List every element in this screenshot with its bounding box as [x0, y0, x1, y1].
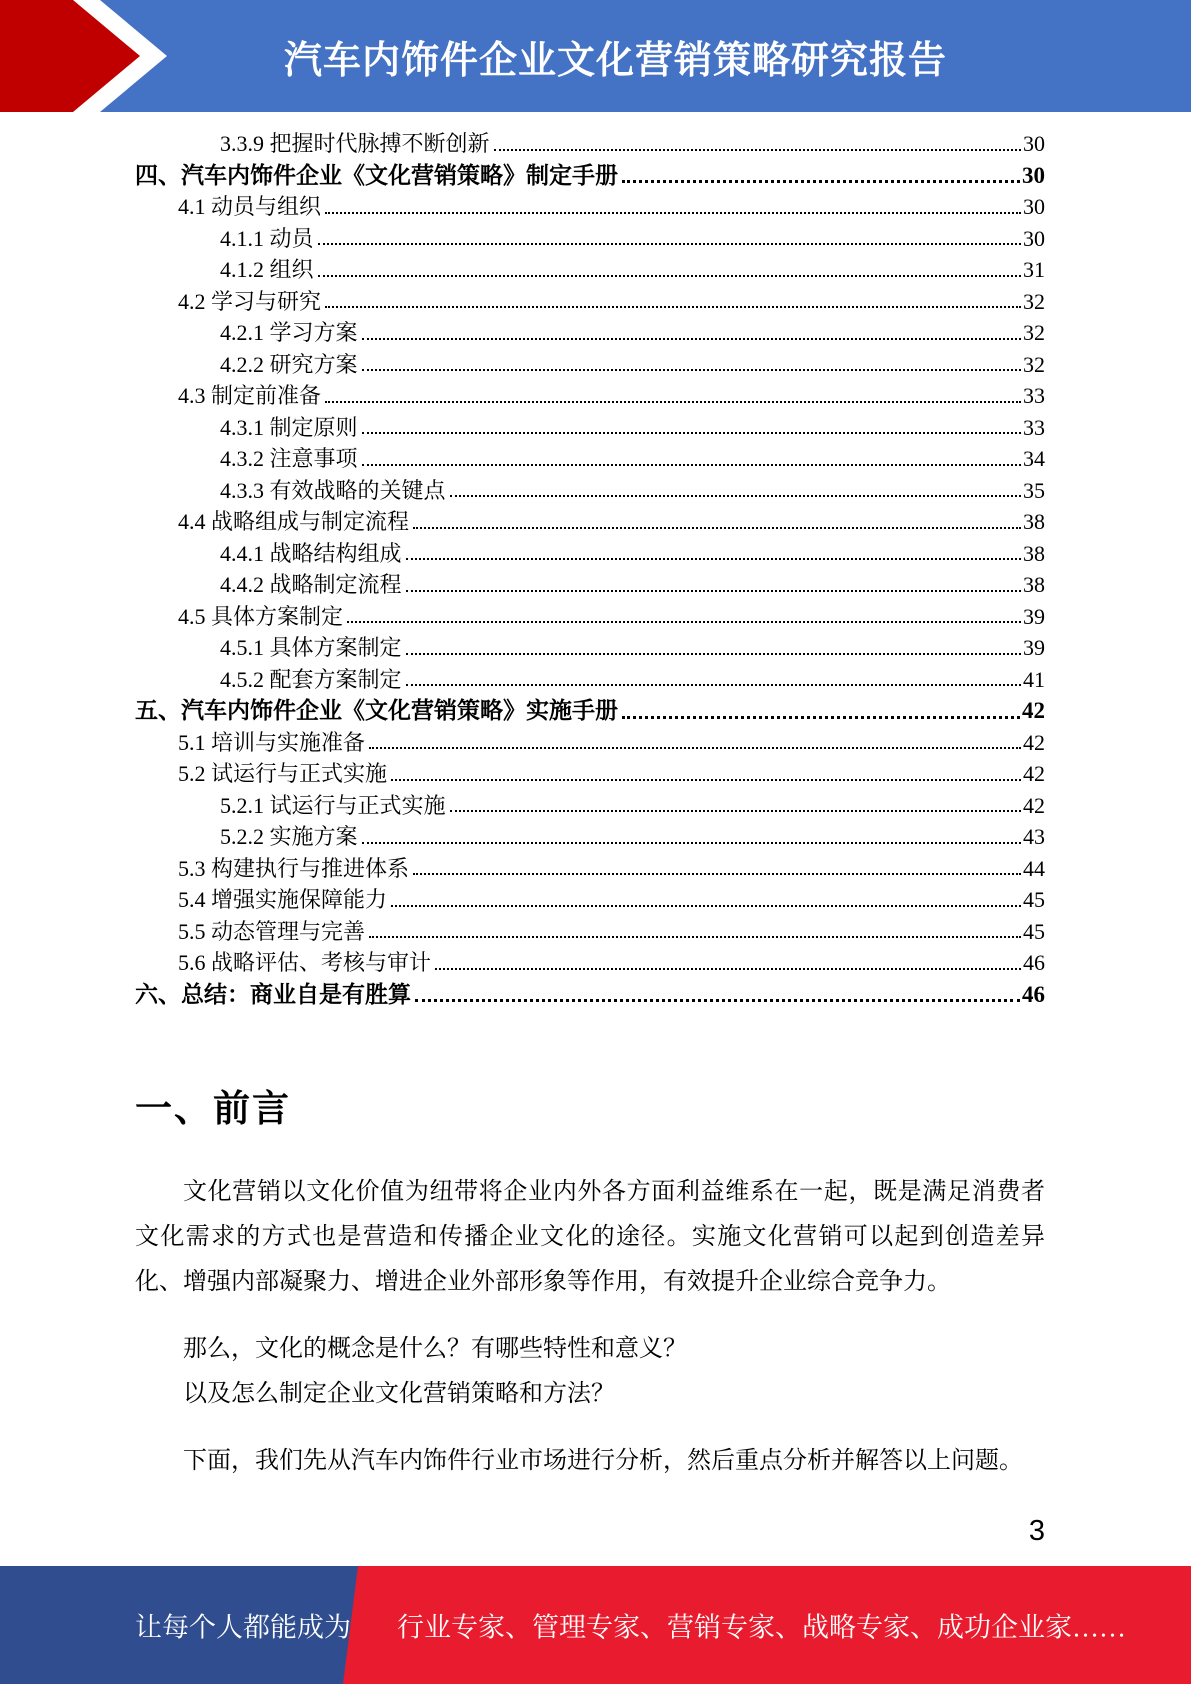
- toc-page-number: 39: [1023, 635, 1045, 660]
- toc-page-number: 30: [1023, 194, 1045, 219]
- footer-band: [0, 1566, 1191, 1684]
- toc-page-number: 42: [1023, 729, 1045, 755]
- toc-entry[interactable]: [135, 853, 1045, 885]
- toc-entry-label: 5.5 动态管理与完善: [178, 918, 366, 944]
- toc-page-number: 42: [1022, 698, 1045, 723]
- toc-leader-dots: [325, 212, 1021, 214]
- toc-entry-label: 4.3 制定前准备: [178, 383, 322, 408]
- toc-leader-dots: [622, 716, 1020, 719]
- toc-leader-dots: [406, 684, 1021, 686]
- toc-entry-label: 四、汽车内饰件企业《文化营销策略》制定手册: [135, 162, 618, 188]
- toc-entry[interactable]: [135, 569, 1045, 601]
- toc-page-number: 34: [1023, 446, 1045, 471]
- toc-leader-dots: [318, 243, 1021, 245]
- toc-entry[interactable]: [135, 632, 1045, 664]
- toc-entry[interactable]: [135, 254, 1045, 286]
- toc-entry-label: 4.1.1 动员: [220, 225, 314, 251]
- toc-page-number: 41: [1023, 666, 1045, 692]
- toc-entry-label: 4.3.2 注意事项: [220, 446, 358, 471]
- toc-entry-label: 五、汽车内饰件企业《文化营销策略》实施手册: [135, 698, 618, 723]
- toc-entry[interactable]: [135, 191, 1045, 223]
- toc-entry-label: 4.4 战略组成与制定流程: [178, 509, 410, 534]
- toc-entry-label: 5.4 增强实施保障能力: [178, 887, 388, 912]
- toc-page-number: 33: [1023, 383, 1045, 408]
- toc-entry[interactable]: [135, 286, 1045, 318]
- toc-page-number: 30: [1022, 162, 1045, 188]
- toc-entry-label: 4.2.1 学习方案: [220, 320, 358, 345]
- toc-page-number: 38: [1023, 540, 1045, 566]
- toc-entry-label: 5.6 战略评估、考核与审计: [178, 950, 432, 975]
- footer-slogan-right: 行业专家、管理专家、营销专家、战略专家、成功企业家……: [397, 1612, 1126, 1643]
- footer-slogan-left: 让每个人都能成为: [135, 1612, 351, 1643]
- toc-entry[interactable]: [135, 695, 1045, 727]
- report-title: 汽车内饰件企业文化营销策略研究报告: [283, 39, 947, 82]
- header-bar: [0, 0, 1191, 112]
- toc-entry[interactable]: [135, 128, 1045, 160]
- toc-entry-label: 5.2.1 试运行与正式实施: [220, 792, 446, 818]
- toc-page-number: 44: [1023, 855, 1045, 881]
- toc-leader-dots: [406, 653, 1021, 655]
- toc-leader-dots: [413, 873, 1021, 875]
- toc-entry[interactable]: [135, 727, 1045, 759]
- toc-leader-dots: [362, 338, 1021, 340]
- toc-page-number: 43: [1023, 824, 1045, 849]
- toc-leader-dots: [406, 590, 1021, 592]
- toc-list: [135, 128, 1045, 1010]
- toc-entry[interactable]: [135, 916, 1045, 948]
- toc-page-number: 38: [1023, 509, 1045, 534]
- toc-leader-dots: [391, 779, 1021, 781]
- toc-page-number: 45: [1023, 918, 1045, 944]
- toc-entry[interactable]: [135, 475, 1045, 507]
- toc-leader-dots: [325, 401, 1021, 403]
- toc-entry-label: 3.3.9 把握时代脉搏不断创新: [220, 131, 490, 156]
- toc-entry-label: 4.5.1 具体方案制定: [220, 635, 402, 660]
- toc-entry-label: 5.2.2 实施方案: [220, 824, 358, 849]
- toc-leader-dots: [415, 999, 1020, 1002]
- toc-page-number: 42: [1023, 761, 1045, 786]
- toc-leader-dots: [406, 558, 1021, 560]
- toc-entry[interactable]: [135, 884, 1045, 916]
- intro-paragraph: 文化营销以文化价值为纽带将企业内外各方面利益维系在一起，既是满足消费者文化需求的方式也是营造和传播企业文化的途径。实施文化营销可以起到创造差异化、增强内部凝聚力、增进企业外部形象等作用，有效提升企业综合竞争力。: [135, 1179, 1045, 1295]
- toc-entry-label: 5.3 构建执行与推进体系: [178, 855, 410, 881]
- toc-page-number: 30: [1023, 131, 1045, 156]
- toc-entry[interactable]: [135, 790, 1045, 822]
- toc-entry-label: 4.5 具体方案制定: [178, 603, 344, 629]
- page-number: 3: [1028, 1515, 1045, 1547]
- closing-paragraph: 下面，我们先从汽车内饰件行业市场进行分析，然后重点分析并解答以上问题。: [183, 1448, 1023, 1474]
- toc-page-number: 30: [1023, 225, 1045, 251]
- toc-entry-label: 4.2.2 研究方案: [220, 351, 358, 377]
- toc-entry-label: 5.1 培训与实施准备: [178, 729, 366, 755]
- toc-leader-dots: [369, 747, 1021, 749]
- question-block: [135, 1327, 1045, 1417]
- question-line-2: 以及怎么制定企业文化营销策略和方法？: [183, 1381, 615, 1407]
- toc-page-number: 46: [1023, 950, 1045, 975]
- toc-entry[interactable]: [135, 160, 1045, 192]
- toc-leader-dots: [494, 149, 1021, 151]
- toc-leader-dots: [347, 621, 1021, 623]
- toc-entry-label: 5.2 试运行与正式实施: [178, 761, 388, 786]
- toc-leader-dots: [325, 306, 1021, 308]
- toc-entry[interactable]: [135, 979, 1045, 1011]
- toc-page-number: 35: [1023, 477, 1045, 503]
- toc-leader-dots: [318, 275, 1021, 277]
- body-block: [135, 1010, 1045, 1548]
- toc-page-number: 32: [1023, 288, 1045, 314]
- toc-entry-label: 4.3.3 有效战略的关键点: [220, 477, 446, 503]
- toc-entry-label: 4.4.1 战略结构组成: [220, 540, 402, 566]
- toc-page-number: 45: [1023, 887, 1045, 912]
- toc-page-number: 33: [1023, 414, 1045, 440]
- toc-page-number: 32: [1023, 351, 1045, 377]
- toc-leader-dots: [622, 180, 1020, 183]
- toc-entry-label: 4.3.1 制定原则: [220, 414, 358, 440]
- toc-entry[interactable]: [135, 412, 1045, 444]
- toc-entry[interactable]: [135, 601, 1045, 633]
- question-line-1: 那么，文化的概念是什么？有哪些特性和意义？: [183, 1336, 687, 1362]
- toc-leader-dots: [413, 527, 1021, 529]
- toc-entry[interactable]: [135, 947, 1045, 979]
- toc-page-number: 32: [1023, 320, 1045, 345]
- toc-entry[interactable]: [135, 664, 1045, 696]
- toc-page-number: 42: [1023, 792, 1045, 818]
- toc-entry-label: 六、总结：商业自是有胜算: [135, 981, 411, 1007]
- toc-entry[interactable]: [135, 223, 1045, 255]
- toc-leader-dots: [362, 432, 1021, 434]
- toc-leader-dots: [450, 810, 1021, 812]
- toc-entry[interactable]: [135, 538, 1045, 570]
- toc-entry[interactable]: [135, 506, 1045, 538]
- toc-leader-dots: [362, 369, 1021, 371]
- toc-page-number: 46: [1022, 981, 1045, 1007]
- toc-page-number: 38: [1023, 572, 1045, 597]
- toc-leader-dots: [435, 968, 1021, 970]
- toc-leader-dots: [362, 842, 1021, 844]
- toc-entry[interactable]: [135, 821, 1045, 853]
- toc-entry-label: 4.1.2 组织: [220, 257, 314, 282]
- toc-entry[interactable]: [135, 758, 1045, 790]
- toc-entry-label: 4.4.2 战略制定流程: [220, 572, 402, 597]
- section-heading: 一、前言: [135, 1088, 291, 1129]
- toc-page-number: 31: [1023, 257, 1045, 282]
- toc-leader-dots: [391, 905, 1021, 907]
- toc-entry-label: 4.1 动员与组织: [178, 194, 322, 219]
- toc-entry[interactable]: [135, 380, 1045, 412]
- toc-entry[interactable]: [135, 349, 1045, 381]
- toc-entry[interactable]: [135, 317, 1045, 349]
- toc-page-number: 39: [1023, 603, 1045, 629]
- toc-leader-dots: [369, 936, 1021, 938]
- toc-entry-label: 4.5.2 配套方案制定: [220, 666, 402, 692]
- toc-leader-dots: [362, 464, 1021, 466]
- toc-entry-label: 4.2 学习与研究: [178, 288, 322, 314]
- toc-entry[interactable]: [135, 443, 1045, 475]
- toc-leader-dots: [450, 495, 1021, 497]
